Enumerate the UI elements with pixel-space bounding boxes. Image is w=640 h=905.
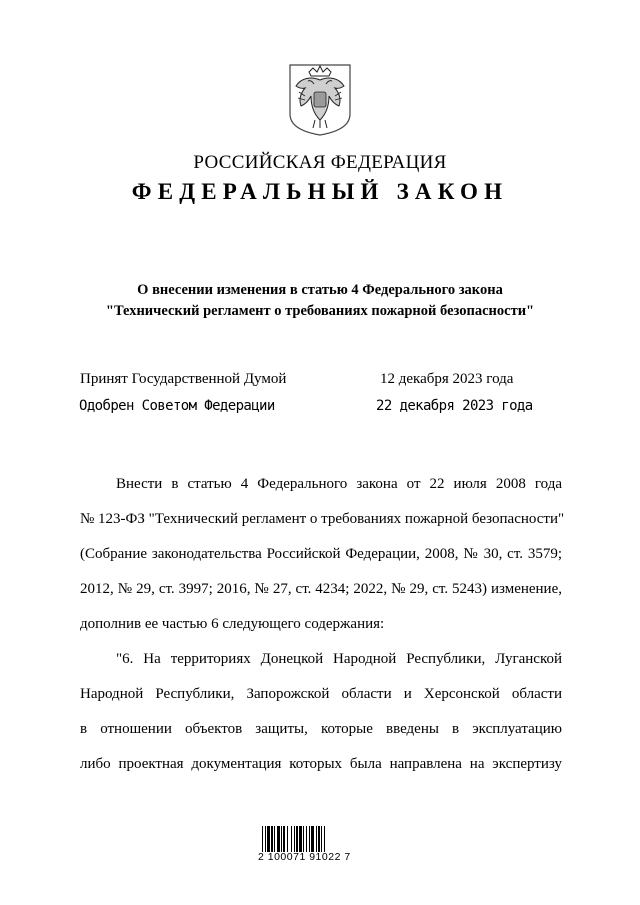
barcode-bar: [309, 826, 310, 852]
barcode-bar: [271, 826, 273, 852]
duma-adoption-label: Принят Государственной Думой: [80, 371, 287, 387]
council-approval-date: 22 декабря 2023 года: [376, 398, 533, 414]
barcode-number: 2 100071 91022 7: [258, 851, 351, 863]
barcode-bar: [306, 826, 307, 852]
council-approval-label: Одобрен Советом Федерации: [79, 398, 275, 414]
country-title: РОССИЙСКАЯ ФЕДЕРАЦИЯ: [193, 152, 447, 173]
barcode-bar: [287, 826, 288, 852]
duma-adoption-date: 12 декабря 2023 года: [380, 371, 514, 387]
barcode-bar: [316, 826, 317, 852]
body-text-line: "6. На территориях Донецкой Народной Республики, Луганской: [116, 651, 562, 667]
barcode-bar: [318, 826, 320, 852]
barcode-bar: [277, 826, 280, 852]
barcode-icon: [262, 826, 348, 852]
body-text-line: в отношении объектов защиты, которые введены в эксплуатацию: [80, 721, 562, 737]
coat-of-arms-icon: [287, 62, 353, 138]
barcode-bar: [265, 826, 266, 852]
document-type-title: ФЕДЕРАЛЬНЫЙ ЗАКОН: [131, 179, 509, 204]
barcode-bar: [324, 826, 325, 852]
barcode-bar: [274, 826, 275, 852]
body-text-line: Внести в статью 4 Федерального закона от 22 июля 2008 года: [116, 476, 562, 492]
barcode-bar: [296, 826, 298, 852]
law-subject-line: О внесении изменения в статью 4 Федерального закона: [137, 282, 503, 298]
body-text-line: дополнив ее частью 6 следующего содержания:: [80, 616, 385, 632]
body-text-line: № 123-ФЗ "Технический регламент о требованиях пожарной безопасности": [80, 511, 565, 527]
barcode-bar: [291, 826, 292, 852]
barcode-bar: [267, 826, 270, 852]
barcode-bar: [321, 826, 322, 852]
law-subject: [60, 280, 580, 322]
body-text-line: либо проектная документация которых была направлена на экспертизу: [80, 756, 562, 772]
barcode-bar: [281, 826, 282, 852]
barcode-bar: [283, 826, 285, 852]
law-subject-line: "Технический регламент о требованиях пожарной безопасности": [105, 303, 535, 319]
body-text-line: Народной Республики, Запорожской области и Херсонской области: [80, 686, 562, 702]
barcode-bar: [294, 826, 295, 852]
barcode-bar: [303, 826, 304, 852]
barcode-bar: [262, 826, 263, 852]
barcode-bar: [299, 826, 302, 852]
body-text-line: (Собрание законодательства Российской Федерации, 2008, № 30, ст. 3579;: [80, 546, 562, 562]
body-text-line: 2012, № 29, ст. 3997; 2016, № 27, ст. 4234; 2022, № 29, ст. 5243) изменение,: [80, 581, 562, 597]
barcode-bar: [311, 826, 314, 852]
